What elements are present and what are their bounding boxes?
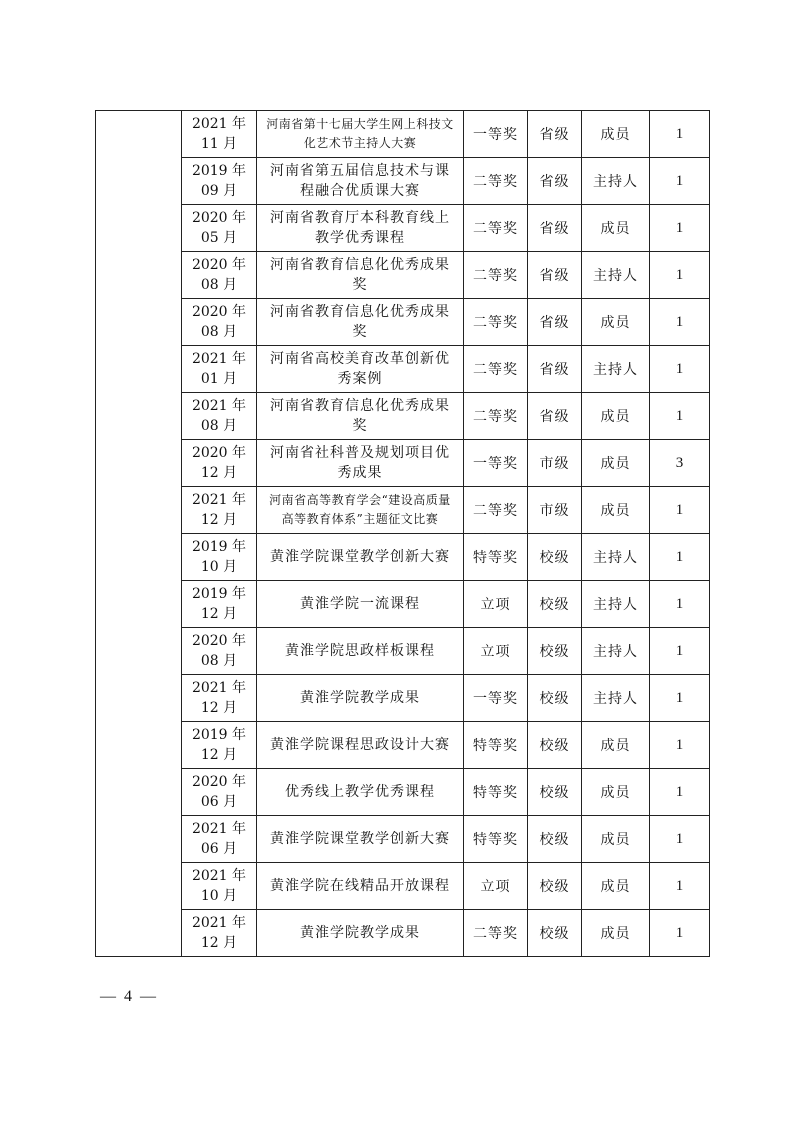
role-cell: 主持人 bbox=[582, 346, 650, 393]
date-cell bbox=[182, 722, 257, 769]
table-row bbox=[96, 816, 710, 863]
page-number: — 4 — bbox=[100, 988, 158, 1005]
role-cell: 主持人 bbox=[582, 628, 650, 675]
date-cell bbox=[182, 440, 257, 487]
award-grade-cell: 特等奖 bbox=[464, 816, 528, 863]
table-row bbox=[96, 205, 710, 252]
award-name-cell: 黄淮学院课程思政设计大赛 bbox=[257, 722, 464, 769]
role-cell: 成员 bbox=[582, 863, 650, 910]
role-cell: 成员 bbox=[582, 816, 650, 863]
date-year: 2019 年 bbox=[191, 586, 247, 602]
date-cell bbox=[182, 205, 257, 252]
award-level-cell: 市级 bbox=[528, 440, 582, 487]
award-name-cell: 河南省第五届信息技术与课程融合优质课大赛 bbox=[257, 158, 464, 205]
award-level-cell: 校级 bbox=[528, 722, 582, 769]
date-year: 2021 年 bbox=[191, 915, 247, 931]
date-year: 2019 年 bbox=[191, 727, 247, 743]
award-name-cell: 河南省高校美育改革创新优秀案例 bbox=[257, 346, 464, 393]
table-row bbox=[96, 440, 710, 487]
award-grade-cell: 特等奖 bbox=[464, 534, 528, 581]
award-name-cell: 黄淮学院课堂教学创新大赛 bbox=[257, 816, 464, 863]
role-cell: 主持人 bbox=[582, 252, 650, 299]
date-year: 2021 年 bbox=[191, 492, 247, 508]
award-level-cell: 省级 bbox=[528, 252, 582, 299]
date-month: 12 月 bbox=[200, 606, 238, 622]
date-cell bbox=[182, 769, 257, 816]
award-grade-cell: 立项 bbox=[464, 581, 528, 628]
role-cell: 成员 bbox=[582, 111, 650, 158]
role-cell: 成员 bbox=[582, 205, 650, 252]
role-cell: 成员 bbox=[582, 910, 650, 957]
table-row bbox=[96, 910, 710, 957]
role-cell: 成员 bbox=[582, 299, 650, 346]
count-cell: 1 bbox=[650, 299, 710, 346]
award-name-cell: 河南省教育信息化优秀成果奖 bbox=[257, 252, 464, 299]
count-cell: 1 bbox=[650, 816, 710, 863]
count-cell: 1 bbox=[650, 910, 710, 957]
date-cell bbox=[182, 393, 257, 440]
count-cell: 1 bbox=[650, 252, 710, 299]
table-row bbox=[96, 675, 710, 722]
award-grade-cell: 二等奖 bbox=[464, 393, 528, 440]
date-month: 12 月 bbox=[200, 512, 238, 528]
table-row bbox=[96, 346, 710, 393]
date-cell bbox=[182, 346, 257, 393]
table-row bbox=[96, 863, 710, 910]
date-month: 10 月 bbox=[200, 559, 238, 575]
date-year: 2021 年 bbox=[191, 398, 247, 414]
count-cell: 1 bbox=[650, 487, 710, 534]
award-level-cell: 校级 bbox=[528, 675, 582, 722]
award-level-cell: 省级 bbox=[528, 111, 582, 158]
date-month: 08 月 bbox=[200, 324, 238, 340]
award-level-cell: 校级 bbox=[528, 534, 582, 581]
date-year: 2021 年 bbox=[191, 821, 247, 837]
count-cell: 1 bbox=[650, 675, 710, 722]
date-cell bbox=[182, 252, 257, 299]
count-cell: 1 bbox=[650, 158, 710, 205]
date-month: 08 月 bbox=[200, 418, 238, 434]
date-year: 2020 年 bbox=[191, 774, 247, 790]
award-level-cell: 省级 bbox=[528, 158, 582, 205]
award-name-cell: 优秀线上教学优秀课程 bbox=[257, 769, 464, 816]
table-row bbox=[96, 581, 710, 628]
date-month: 12 月 bbox=[200, 747, 238, 763]
award-grade-cell: 一等奖 bbox=[464, 440, 528, 487]
table-row bbox=[96, 722, 710, 769]
table-row bbox=[96, 487, 710, 534]
role-cell: 主持人 bbox=[582, 158, 650, 205]
date-month: 01 月 bbox=[200, 371, 238, 387]
date-month: 12 月 bbox=[200, 700, 238, 716]
count-cell: 1 bbox=[650, 628, 710, 675]
award-grade-cell: 一等奖 bbox=[464, 675, 528, 722]
date-cell bbox=[182, 487, 257, 534]
date-month: 06 月 bbox=[200, 794, 238, 810]
award-name-cell: 河南省教育信息化优秀成果奖 bbox=[257, 299, 464, 346]
role-cell: 主持人 bbox=[582, 534, 650, 581]
count-cell: 3 bbox=[650, 440, 710, 487]
award-level-cell: 省级 bbox=[528, 346, 582, 393]
date-cell bbox=[182, 628, 257, 675]
role-cell: 成员 bbox=[582, 722, 650, 769]
count-cell: 1 bbox=[650, 722, 710, 769]
table-row bbox=[96, 158, 710, 205]
date-year: 2021 年 bbox=[191, 116, 247, 132]
award-name-cell: 黄淮学院教学成果 bbox=[257, 910, 464, 957]
date-year: 2020 年 bbox=[191, 633, 247, 649]
award-grade-cell: 二等奖 bbox=[464, 299, 528, 346]
date-month: 10 月 bbox=[200, 888, 238, 904]
table-row bbox=[96, 252, 710, 299]
award-level-cell: 校级 bbox=[528, 863, 582, 910]
award-grade-cell: 特等奖 bbox=[464, 722, 528, 769]
award-name-cell: 黄淮学院一流课程 bbox=[257, 581, 464, 628]
role-cell: 成员 bbox=[582, 769, 650, 816]
date-month: 08 月 bbox=[200, 277, 238, 293]
award-level-cell: 市级 bbox=[528, 487, 582, 534]
category-cell bbox=[96, 111, 182, 957]
award-name-cell: 河南省社科普及规划项目优秀成果 bbox=[257, 440, 464, 487]
count-cell: 1 bbox=[650, 346, 710, 393]
count-cell: 1 bbox=[650, 534, 710, 581]
table-body bbox=[96, 111, 710, 957]
count-cell: 1 bbox=[650, 769, 710, 816]
date-year: 2020 年 bbox=[191, 304, 247, 320]
count-cell: 1 bbox=[650, 205, 710, 252]
role-cell: 成员 bbox=[582, 440, 650, 487]
date-cell bbox=[182, 299, 257, 346]
count-cell: 1 bbox=[650, 863, 710, 910]
role-cell: 成员 bbox=[582, 393, 650, 440]
award-grade-cell: 二等奖 bbox=[464, 205, 528, 252]
date-cell bbox=[182, 816, 257, 863]
award-level-cell: 省级 bbox=[528, 299, 582, 346]
date-cell bbox=[182, 675, 257, 722]
role-cell: 主持人 bbox=[582, 581, 650, 628]
award-grade-cell: 二等奖 bbox=[464, 346, 528, 393]
award-grade-cell: 特等奖 bbox=[464, 769, 528, 816]
award-level-cell: 省级 bbox=[528, 205, 582, 252]
date-month: 06 月 bbox=[200, 841, 238, 857]
date-cell bbox=[182, 111, 257, 158]
award-grade-cell: 立项 bbox=[464, 628, 528, 675]
award-level-cell: 校级 bbox=[528, 910, 582, 957]
table-row bbox=[96, 534, 710, 581]
award-grade-cell: 立项 bbox=[464, 863, 528, 910]
table-row bbox=[96, 299, 710, 346]
date-cell bbox=[182, 158, 257, 205]
date-cell bbox=[182, 910, 257, 957]
date-month: 11 月 bbox=[200, 136, 238, 152]
role-cell: 主持人 bbox=[582, 675, 650, 722]
award-grade-cell: 二等奖 bbox=[464, 158, 528, 205]
date-cell bbox=[182, 534, 257, 581]
table-row bbox=[96, 769, 710, 816]
date-month: 05 月 bbox=[200, 230, 238, 246]
date-year: 2021 年 bbox=[191, 680, 247, 696]
date-month: 12 月 bbox=[200, 465, 238, 481]
award-name-cell: 河南省高等教育学会“建设高质量高等教育体系”主题征文比赛 bbox=[257, 487, 464, 534]
date-month: 12 月 bbox=[200, 935, 238, 951]
award-grade-cell: 一等奖 bbox=[464, 111, 528, 158]
award-name-cell: 黄淮学院教学成果 bbox=[257, 675, 464, 722]
date-month: 09 月 bbox=[200, 183, 238, 199]
role-cell: 成员 bbox=[582, 487, 650, 534]
date-year: 2020 年 bbox=[191, 445, 247, 461]
award-name-cell: 黄淮学院课堂教学创新大赛 bbox=[257, 534, 464, 581]
date-year: 2019 年 bbox=[191, 163, 247, 179]
award-level-cell: 省级 bbox=[528, 393, 582, 440]
award-name-cell: 河南省第十七届大学生网上科技文化艺术节主持人大赛 bbox=[257, 111, 464, 158]
award-level-cell: 校级 bbox=[528, 628, 582, 675]
date-year: 2019 年 bbox=[191, 539, 247, 555]
date-year: 2020 年 bbox=[191, 257, 247, 273]
award-level-cell: 校级 bbox=[528, 581, 582, 628]
count-cell: 1 bbox=[650, 111, 710, 158]
date-year: 2021 年 bbox=[191, 868, 247, 884]
award-grade-cell: 二等奖 bbox=[464, 252, 528, 299]
award-grade-cell: 二等奖 bbox=[464, 910, 528, 957]
award-level-cell: 校级 bbox=[528, 769, 582, 816]
awards-table bbox=[95, 110, 710, 957]
date-month: 08 月 bbox=[200, 653, 238, 669]
table-row bbox=[96, 393, 710, 440]
date-year: 2020 年 bbox=[191, 210, 247, 226]
award-level-cell: 校级 bbox=[528, 816, 582, 863]
date-cell bbox=[182, 581, 257, 628]
award-name-cell: 黄淮学院思政样板课程 bbox=[257, 628, 464, 675]
date-cell bbox=[182, 863, 257, 910]
award-name-cell: 黄淮学院在线精品开放课程 bbox=[257, 863, 464, 910]
award-name-cell: 河南省教育信息化优秀成果奖 bbox=[257, 393, 464, 440]
award-grade-cell: 二等奖 bbox=[464, 487, 528, 534]
count-cell: 1 bbox=[650, 581, 710, 628]
count-cell: 1 bbox=[650, 393, 710, 440]
award-name-cell: 河南省教育厅本科教育线上教学优秀课程 bbox=[257, 205, 464, 252]
table-row bbox=[96, 111, 710, 158]
table-row bbox=[96, 628, 710, 675]
date-year: 2021 年 bbox=[191, 351, 247, 367]
